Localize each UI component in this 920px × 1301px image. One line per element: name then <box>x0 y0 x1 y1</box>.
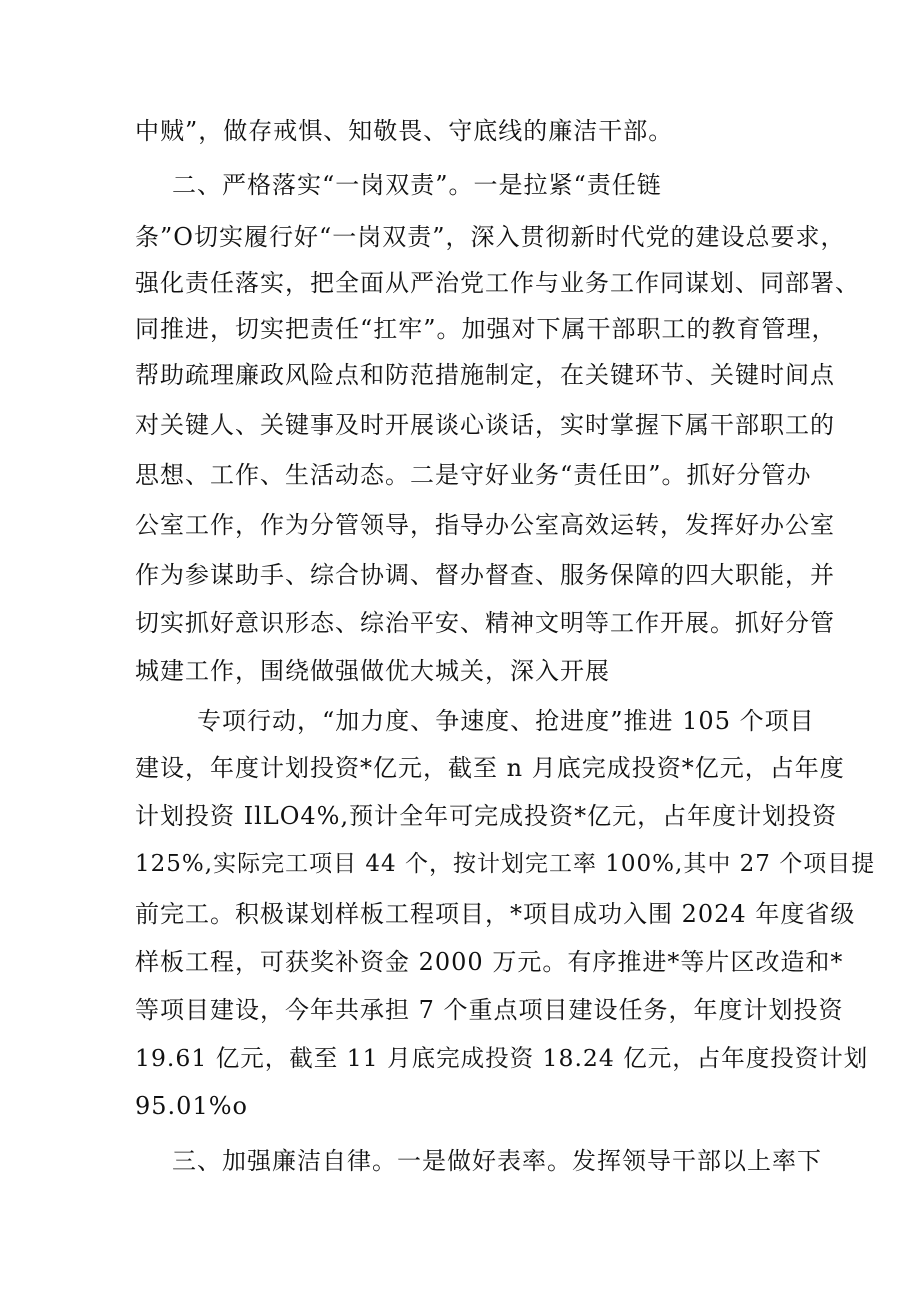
text-line-20: 19.61 亿元，截至 11 月底完成投资 18.24 亿元，占年度投资计划 <box>135 1044 869 1072</box>
text-line-1: 中贼”，做存戒惧、知敬畏、守底线的廉洁干部。 <box>135 117 674 145</box>
text-line-13: 专项行动，“加力度、争速度、抢进度”推进 105 个项目 <box>197 707 815 735</box>
text-line-21: 95.01%o <box>135 1092 248 1120</box>
text-line-18: 样板工程，可获奖补资金 2000 万元。有序推进*等片区改造和* <box>135 948 844 976</box>
text-line-4: 强化责任落实，把全面从严治党工作与业务工作同谋划、同部署、 <box>135 269 860 297</box>
text-line-15: 计划投资 IlLO4%,预计全年可完成投资*亿元，占年度计划投资 <box>135 802 838 830</box>
text-line-16: 125%,实际完工项目 44 个，按计划完工率 100%,其中 27 个项目提 <box>135 851 876 877</box>
text-line-10: 作为参谋助手、综合协调、督办督查、服务保障的四大职能，并 <box>135 561 835 589</box>
text-line-8: 思想、工作、生活动态。二是守好业务“责任田”。抓好分管办 <box>135 461 812 489</box>
text-line-7: 对关键人、关键事及时开展谈心谈话，实时掌握下属干部职工的 <box>135 411 835 439</box>
text-line-3: 条”O切实履行好“一岗双责”，深入贯彻新时代党的建设总要求， <box>135 223 846 251</box>
text-line-11: 切实抓好意识形态、综治平安、精神文明等工作开展。抓好分管 <box>135 609 835 637</box>
text-line-14: 建设，年度计划投资*亿元，截至 n 月底完成投资*亿元，占年度 <box>135 754 845 782</box>
text-line-9: 公室工作，作为分管领导，指导办公室高效运转，发挥好办公室 <box>135 511 835 539</box>
text-line-6: 帮助疏理廉政风险点和防范措施制定，在关键环节、关键时间点 <box>135 361 835 389</box>
text-line-5: 同推进，切实把责任“扛牢”。加强对下属干部职工的教育管理， <box>135 315 837 343</box>
section-heading-3: 三、加强廉洁自律。一是做好表率。发挥领导干部以上率下 <box>172 1147 822 1175</box>
section-heading-2: 二、严格落实“一岗双责”。一是拉紧“责任链 <box>172 171 662 199</box>
text-line-17: 前完工。积极谋划样板工程项目，*项目成功入围 2024 年度省级 <box>135 900 856 928</box>
text-line-19: 等项目建设，今年共承担 7 个重点项目建设任务，年度计划投资 <box>135 996 844 1024</box>
text-line-12: 城建工作，围绕做强做优大城关，深入开展 <box>135 657 610 685</box>
